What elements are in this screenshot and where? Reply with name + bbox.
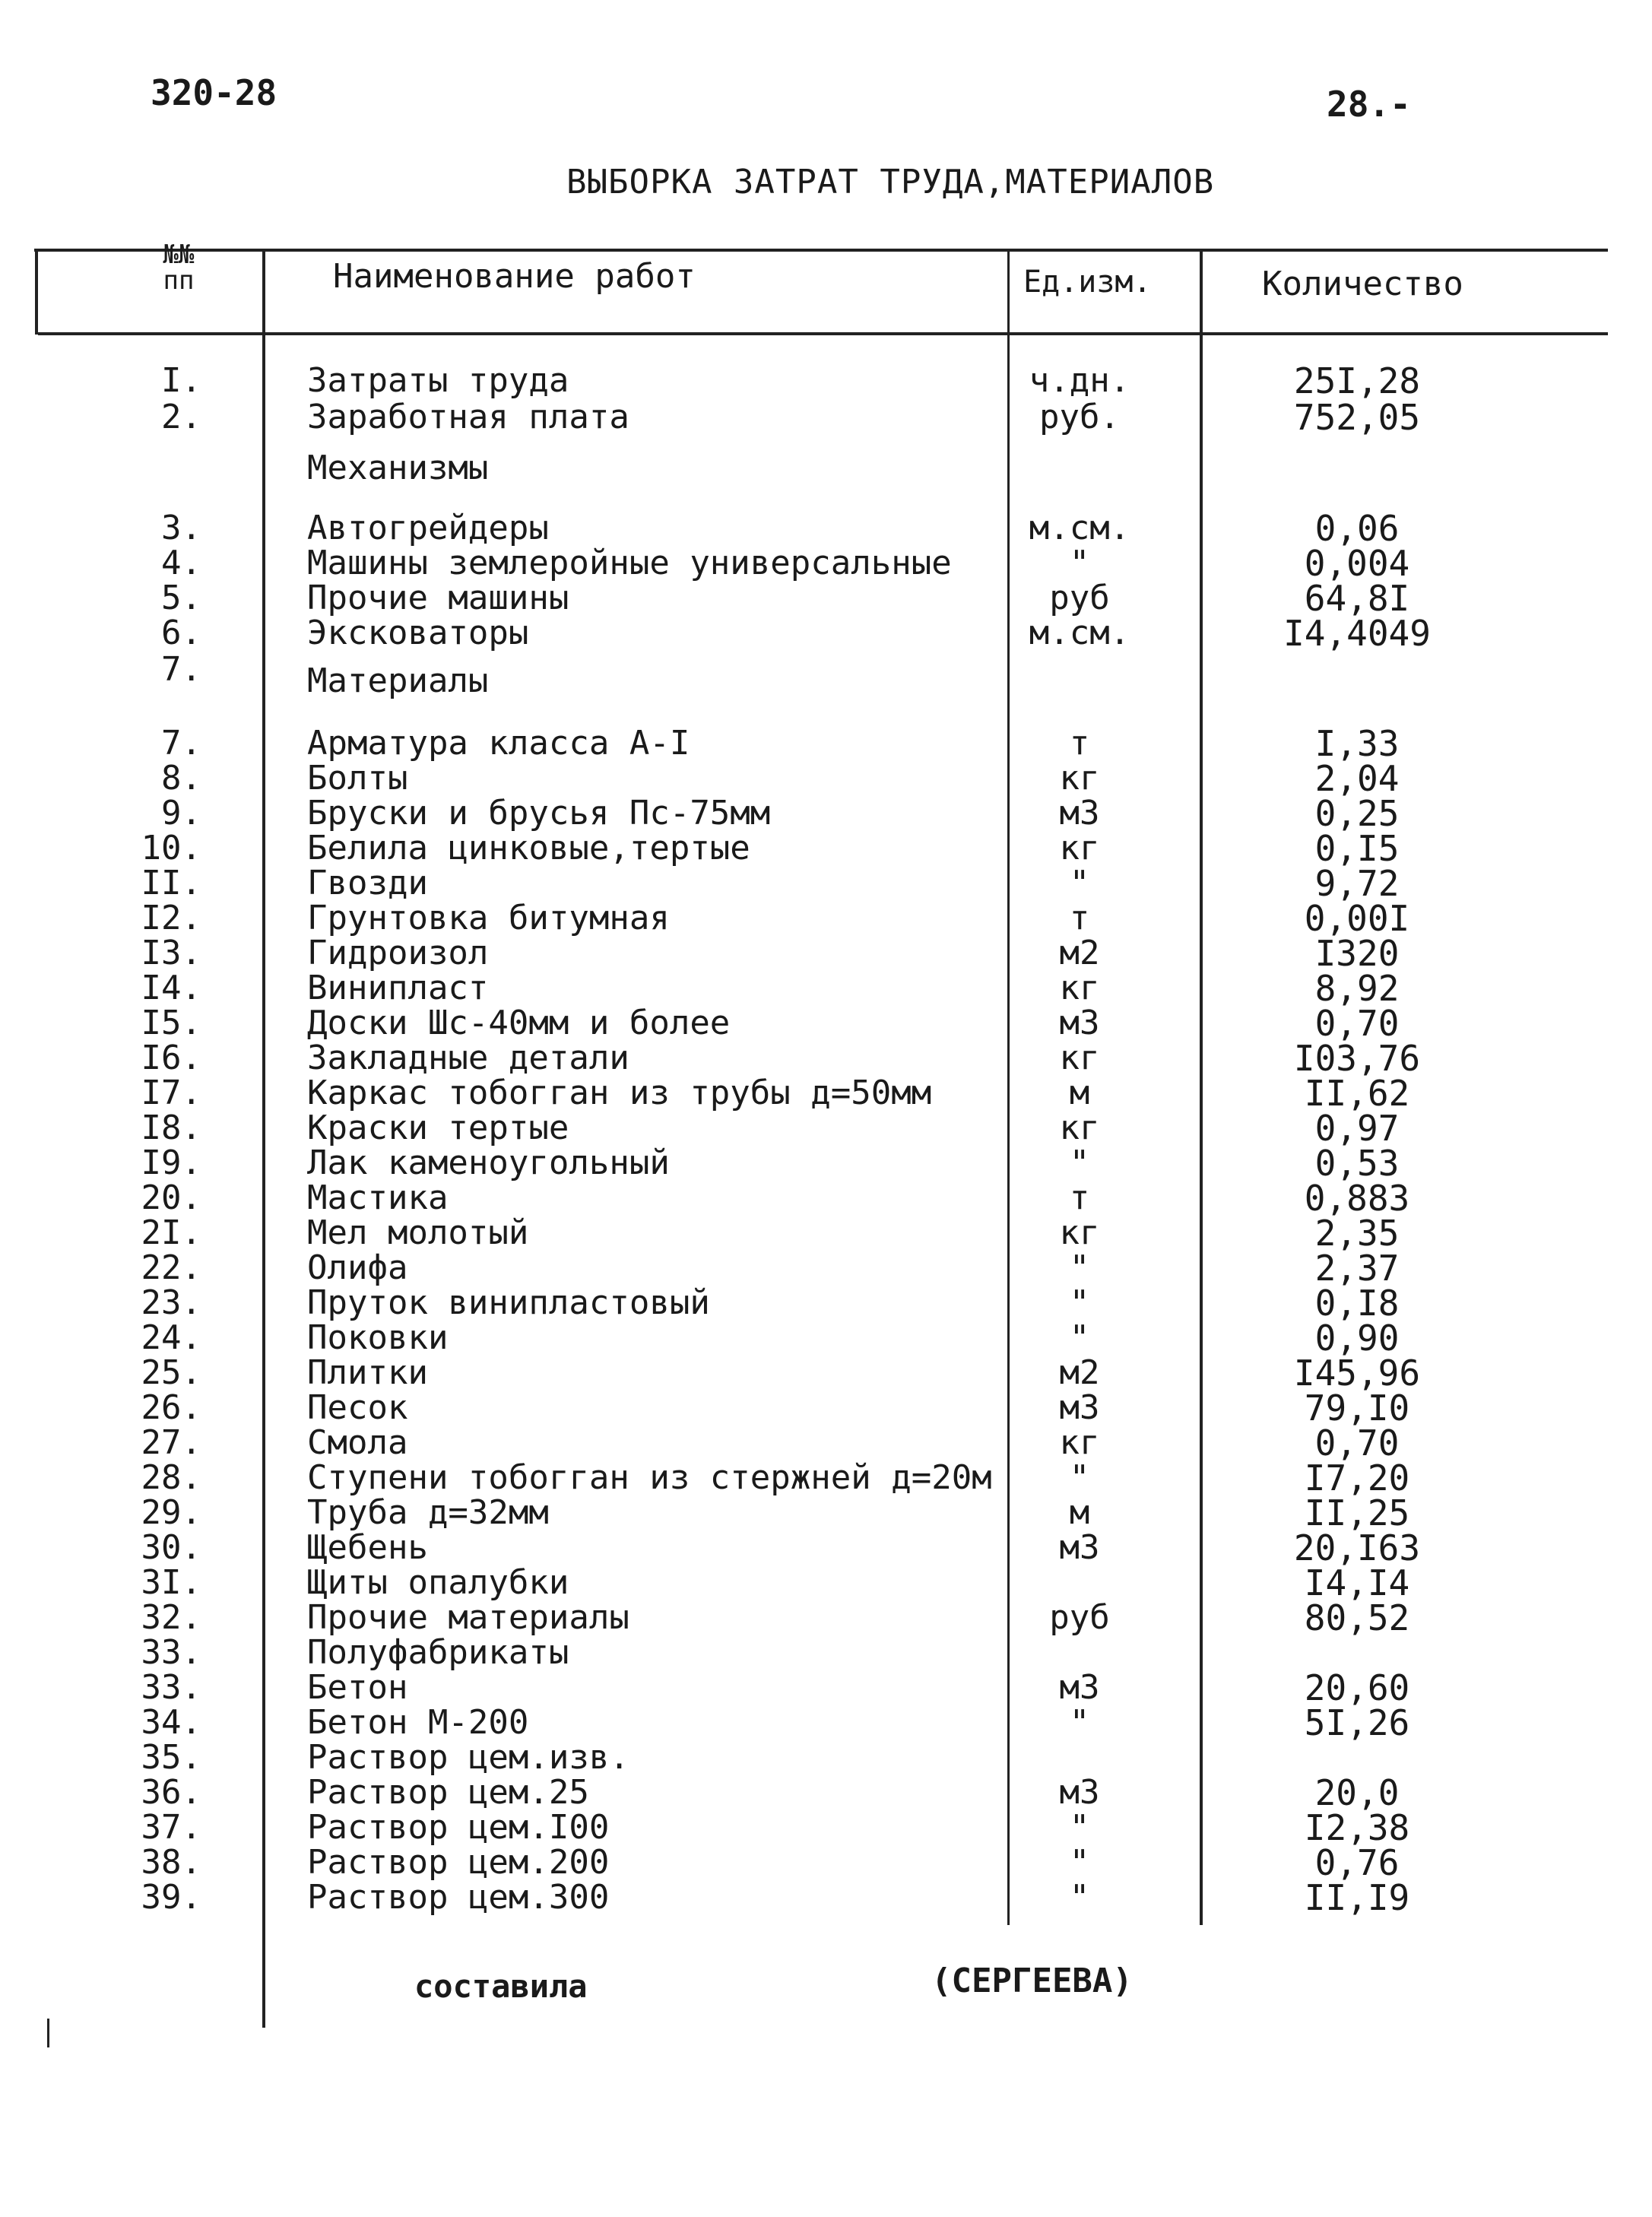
row-unit: т <box>1069 1178 1090 1217</box>
row-unit: кг <box>1059 969 1100 1007</box>
row-number: 7. <box>161 724 201 763</box>
row-unit: кг <box>1059 829 1100 867</box>
row-quantity: 0,06 <box>1314 508 1400 549</box>
row-quantity: 0,70 <box>1314 1422 1400 1464</box>
row-unit: кг <box>1059 1423 1100 1462</box>
row-name: Смола <box>307 1423 408 1462</box>
row-quantity: 20,60 <box>1304 1667 1410 1708</box>
row-unit: руб. <box>1039 398 1120 436</box>
row-number: 2. <box>161 398 201 436</box>
row-unit: т <box>1069 724 1090 763</box>
row-unit: руб <box>1049 1598 1110 1637</box>
row-quantity: I2,38 <box>1304 1807 1410 1848</box>
row-number: 2I. <box>141 1213 201 1252</box>
section-mechanisms: Механизмы <box>307 449 489 487</box>
compiled-label: составила <box>414 1968 588 2005</box>
row-number: I. <box>161 361 201 400</box>
row-number: 5. <box>161 579 201 617</box>
row-number: 24. <box>141 1318 201 1357</box>
row-unit: м3 <box>1059 1528 1100 1567</box>
row-unit: " <box>1069 1248 1090 1287</box>
row-quantity: 8,92 <box>1314 968 1400 1009</box>
row-number: I9. <box>141 1143 201 1182</box>
row-name: Бетон М-200 <box>307 1703 529 1742</box>
row-number: 35. <box>141 1738 201 1777</box>
row-quantity: I4,4049 <box>1283 613 1431 654</box>
row-number: 25. <box>141 1353 201 1392</box>
table-top-rule <box>34 249 1608 252</box>
row-quantity: 0,I8 <box>1314 1283 1400 1324</box>
row-unit: кг <box>1059 1213 1100 1252</box>
row-name: Лак каменоугольный <box>307 1143 670 1182</box>
row-unit: " <box>1069 1808 1090 1847</box>
row-name: Раствор цем.25 <box>307 1773 589 1812</box>
row-unit: м2 <box>1059 934 1100 972</box>
row-number: 3. <box>161 509 201 547</box>
row-unit: м3 <box>1059 1773 1100 1812</box>
row-quantity: 0,00I <box>1304 898 1410 939</box>
row-name: Щебень <box>307 1528 428 1567</box>
row-number: I2. <box>141 899 201 937</box>
row-quantity: 9,72 <box>1314 863 1400 904</box>
row-quantity: 80,52 <box>1304 1597 1410 1638</box>
row-name: Щиты опалубки <box>307 1563 569 1602</box>
row-unit: м.см. <box>1029 614 1130 652</box>
left-edge-mark <box>47 2019 49 2047</box>
row-number: 33. <box>141 1668 201 1707</box>
row-unit: м <box>1069 1074 1090 1112</box>
row-quantity: 0,70 <box>1314 1003 1400 1044</box>
row-quantity: 5I,26 <box>1304 1702 1410 1743</box>
row-number: 6. <box>161 614 201 652</box>
row-quantity: I320 <box>1314 933 1400 974</box>
row-number: 10. <box>141 829 201 867</box>
row-unit: " <box>1069 1703 1090 1742</box>
row-unit: м3 <box>1059 1388 1100 1427</box>
row-unit: ч.дн. <box>1029 361 1130 400</box>
row-number: 36. <box>141 1773 201 1812</box>
row-name: Эксковаторы <box>307 614 529 652</box>
row-number: I8. <box>141 1108 201 1147</box>
row-number: 7. <box>161 650 201 689</box>
row-unit: кг <box>1059 759 1100 798</box>
row-quantity: 2,04 <box>1314 758 1400 799</box>
row-name: Гидроизол <box>307 934 489 972</box>
row-unit: " <box>1069 1318 1090 1357</box>
row-name: Мел молотый <box>307 1213 529 1252</box>
row-name: Машины землеройные универсальные <box>307 544 952 582</box>
row-quantity: 752,05 <box>1293 397 1421 438</box>
row-quantity: I45,96 <box>1293 1353 1421 1394</box>
row-unit: " <box>1069 544 1090 582</box>
row-number: 8. <box>161 759 201 798</box>
row-unit: м2 <box>1059 1353 1100 1392</box>
header-bottom-rule <box>38 332 1608 335</box>
row-name: Арматура класса А-I <box>307 724 690 763</box>
row-number: 4. <box>161 544 201 582</box>
row-unit: м3 <box>1059 794 1100 833</box>
row-number: 26. <box>141 1388 201 1427</box>
row-quantity: 0,I5 <box>1314 828 1400 869</box>
row-name: Раствор цем.I00 <box>307 1808 610 1847</box>
document-code: 320-28 <box>151 72 277 113</box>
row-name: Закладные детали <box>307 1039 629 1077</box>
row-quantity: 2,35 <box>1314 1213 1400 1254</box>
row-unit: кг <box>1059 1039 1100 1077</box>
row-unit: " <box>1069 1843 1090 1882</box>
row-name: Труба д=32мм <box>307 1493 549 1532</box>
row-number: 39. <box>141 1878 201 1917</box>
row-name: Бетон <box>307 1668 408 1707</box>
row-quantity: 25I,28 <box>1293 360 1421 401</box>
row-unit: м3 <box>1059 1004 1100 1042</box>
row-quantity: 0,004 <box>1304 543 1410 584</box>
row-number: I5. <box>141 1004 201 1042</box>
row-name: Доски Шс-40мм и более <box>307 1004 731 1042</box>
row-quantity: 0,883 <box>1304 1178 1410 1219</box>
header-number: №№ пп <box>163 239 195 296</box>
row-name: Раствор цем.300 <box>307 1878 610 1917</box>
row-number: I3. <box>141 934 201 972</box>
row-name: Бруски и брусья Пс-75мм <box>307 794 771 833</box>
row-name: Винипласт <box>307 969 489 1007</box>
row-number: I4. <box>141 969 201 1007</box>
row-name: Каркас тобогган из трубы д=50мм <box>307 1074 932 1112</box>
header-unit: Ед.изм. <box>1023 265 1152 300</box>
row-name: Мастика <box>307 1178 449 1217</box>
row-quantity: II,62 <box>1304 1073 1410 1114</box>
row-unit: м <box>1069 1493 1090 1532</box>
compiler-name: (СЕРГЕЕВА) <box>931 1962 1133 2000</box>
row-unit: руб <box>1049 579 1110 617</box>
left-border <box>35 249 38 335</box>
row-number: 28. <box>141 1458 201 1497</box>
row-name: Прочие материалы <box>307 1598 629 1637</box>
row-quantity: I,33 <box>1314 723 1400 764</box>
row-name: Гвозди <box>307 864 428 902</box>
row-name: Раствор цем.изв. <box>307 1738 629 1777</box>
row-unit: т <box>1069 899 1090 937</box>
row-unit: " <box>1069 1878 1090 1917</box>
row-number: 23. <box>141 1283 201 1322</box>
row-name: Полуфабрикаты <box>307 1633 569 1672</box>
row-name: Ступени тобогган из стержней д=20м <box>307 1458 992 1497</box>
row-name: Грунтовка битумная <box>307 899 670 937</box>
col-divider-unit <box>1007 249 1010 1925</box>
row-name: Пруток винипластовый <box>307 1283 710 1322</box>
row-number: 34. <box>141 1703 201 1742</box>
row-quantity: I7,20 <box>1304 1457 1410 1499</box>
row-quantity: I03,76 <box>1293 1038 1421 1079</box>
row-name: Раствор цем.200 <box>307 1843 610 1882</box>
row-quantity: 0,76 <box>1314 1842 1400 1883</box>
row-quantity: II,25 <box>1304 1492 1410 1534</box>
page-title: ВЫБОРКА ЗАТРАТ ТРУДА,МАТЕРИАЛОВ <box>566 163 1215 201</box>
row-number: 27. <box>141 1423 201 1462</box>
row-number: 30. <box>141 1528 201 1567</box>
row-number: I7. <box>141 1074 201 1112</box>
row-quantity: I4,I4 <box>1304 1562 1410 1603</box>
row-name: Олифа <box>307 1248 408 1287</box>
row-quantity: 2,37 <box>1314 1248 1400 1289</box>
header-quantity: Количество <box>1262 265 1463 303</box>
section-materials: Материалы <box>307 661 489 700</box>
row-name: Песок <box>307 1388 408 1427</box>
row-quantity: 64,8I <box>1304 578 1410 619</box>
row-number: 22. <box>141 1248 201 1287</box>
row-unit: кг <box>1059 1108 1100 1147</box>
row-unit: м.см. <box>1029 509 1130 547</box>
row-name: Белила цинковые,тертые <box>307 829 750 867</box>
row-quantity: 79,I0 <box>1304 1388 1410 1429</box>
row-quantity: II,I9 <box>1304 1877 1410 1918</box>
row-number: I6. <box>141 1039 201 1077</box>
col-divider-qty <box>1200 249 1203 1925</box>
row-number: 20. <box>141 1178 201 1217</box>
row-unit: м3 <box>1059 1668 1100 1707</box>
header-name: Наименование работ <box>333 257 696 296</box>
col-divider-no <box>262 249 265 2028</box>
row-quantity: 0,53 <box>1314 1143 1400 1184</box>
row-number: 38. <box>141 1843 201 1882</box>
row-unit: " <box>1069 1143 1090 1182</box>
row-name: Заработная плата <box>307 398 629 436</box>
row-quantity: 0,90 <box>1314 1318 1400 1359</box>
row-unit: " <box>1069 1458 1090 1497</box>
row-number: 37. <box>141 1808 201 1847</box>
page-number: 28.- <box>1327 84 1411 125</box>
row-quantity: 0,97 <box>1314 1108 1400 1149</box>
row-unit: " <box>1069 864 1090 902</box>
row-number: II. <box>141 864 201 902</box>
row-number: 3I. <box>141 1563 201 1602</box>
row-name: Плитки <box>307 1353 428 1392</box>
row-quantity: 20,I63 <box>1293 1527 1421 1568</box>
row-quantity: 0,25 <box>1314 793 1400 834</box>
row-number: 33. <box>141 1633 201 1672</box>
row-quantity: 20,0 <box>1314 1772 1400 1813</box>
row-name: Автогрейдеры <box>307 509 549 547</box>
row-name: Поковки <box>307 1318 449 1357</box>
row-name: Краски тертые <box>307 1108 569 1147</box>
row-unit: " <box>1069 1283 1090 1322</box>
row-number: 29. <box>141 1493 201 1532</box>
row-name: Болты <box>307 759 408 798</box>
row-name: Прочие машины <box>307 579 569 617</box>
row-name: Затраты труда <box>307 361 569 400</box>
row-number: 9. <box>161 794 201 833</box>
row-number: 32. <box>141 1598 201 1637</box>
